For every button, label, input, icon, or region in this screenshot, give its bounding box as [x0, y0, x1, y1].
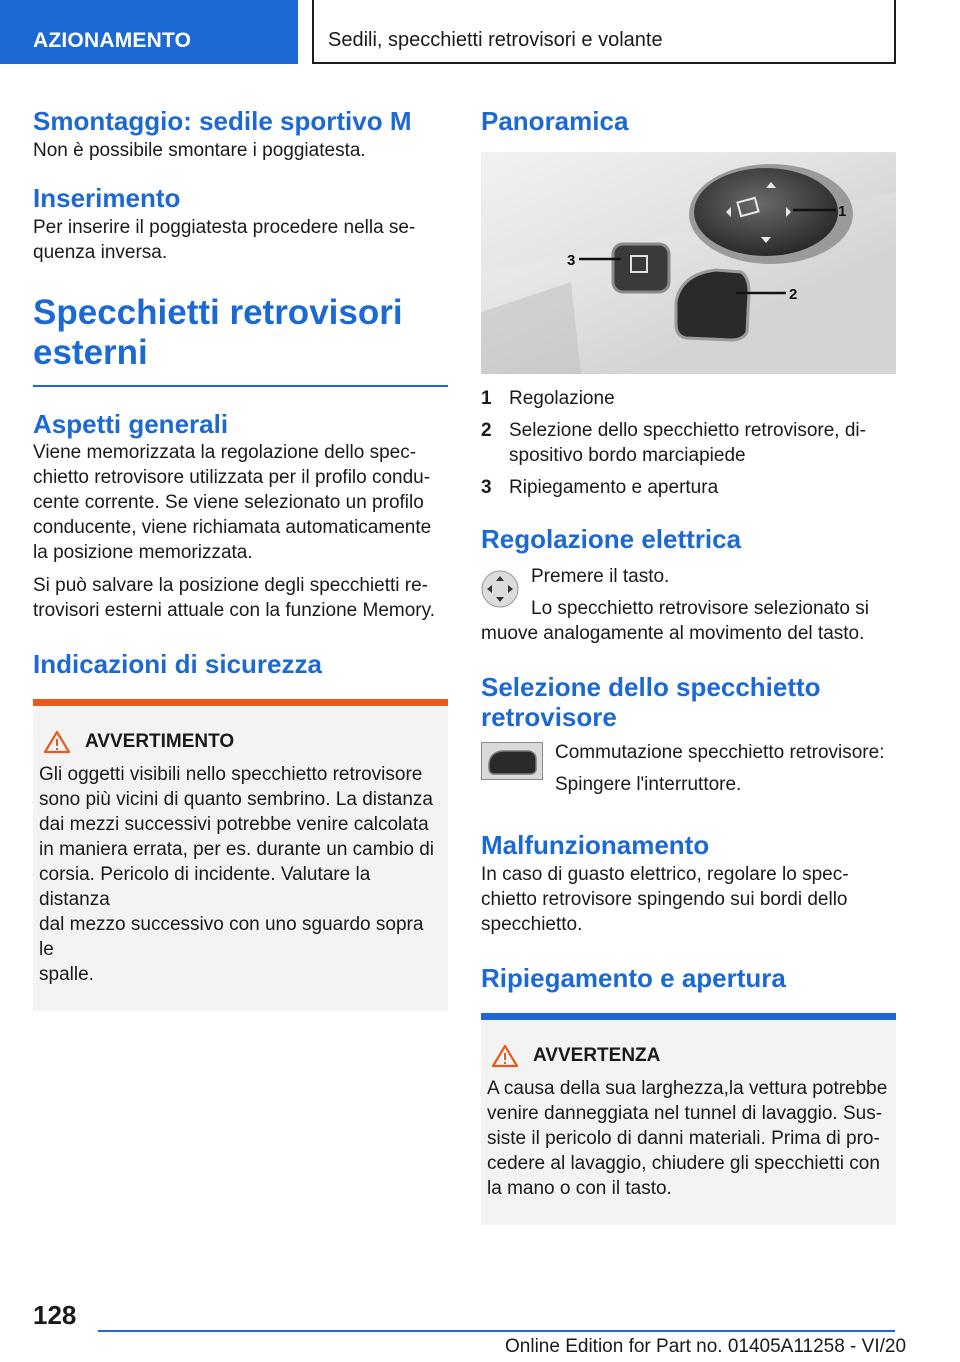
- heading-rule: [33, 385, 448, 387]
- text-line: trovisori esterni attuale con la funzione Memory.: [33, 600, 435, 621]
- text-line: dal mezzo successivo con uno sguardo sopra le: [39, 914, 424, 960]
- legend-number: 3: [481, 477, 492, 498]
- smontaggio-heading: Smontaggio: sedile sportivo M: [33, 106, 412, 136]
- text-line: cedere al lavaggio, chiudere gli specchietti con: [487, 1153, 880, 1174]
- smontaggio-text: Non è possibile smontare i poggiatesta.: [33, 140, 366, 161]
- text-line: la mano o con il tasto.: [487, 1178, 672, 1199]
- warning-label: AVVERTIMENTO: [85, 731, 235, 752]
- text-line: in maniera errata, per es. durante un cambio di: [39, 839, 434, 860]
- text-line: Viene memorizzata la regolazione dello spec‐: [33, 442, 417, 463]
- main-title-line: Specchietti retrovisori: [33, 293, 403, 332]
- mirror-switch-icon: [481, 742, 543, 780]
- warning-triangle-icon: [491, 1044, 519, 1068]
- text-line: Gli oggetti visibili nello specchietto retrovisore: [39, 764, 423, 785]
- callout-2: 2: [789, 286, 798, 303]
- legend-number: 2: [481, 420, 492, 441]
- text-line: sono più vicini di quanto sembrino. La distanza: [39, 789, 433, 810]
- warning-text: [39, 762, 442, 987]
- notice-title: [487, 1044, 890, 1068]
- aspetti-heading: Aspetti generali: [33, 409, 229, 439]
- selezione-line: Spingere l'interruttore.: [555, 774, 742, 795]
- inserimento-line: quenza inversa.: [33, 242, 168, 263]
- aspetti-paragraph-1: [33, 440, 448, 565]
- regolazione-line: muove analogamente al movimento del tasto.: [481, 623, 865, 644]
- warning-box: [33, 699, 448, 1011]
- legend-text: Ripiegamento e apertura: [509, 477, 719, 498]
- text-line: dai mezzi successivi potrebbe venire calcolata: [39, 814, 429, 835]
- inserimento-line: Per inserire il poggiatesta procedere nella se‐: [33, 217, 416, 238]
- section-tab: AZIONAMENTO: [0, 0, 298, 64]
- text-line: siste il pericolo di danni materiali. Prima di pro‐: [487, 1128, 880, 1149]
- warning-triangle-icon: [43, 730, 71, 754]
- text-line: cente corrente. Se viene selezionato un profilo: [33, 492, 424, 513]
- notice-box: [481, 1013, 896, 1225]
- regolazione-block: [481, 564, 896, 629]
- chapter-title: Sedili, specchietti retrovisori e volante: [312, 0, 896, 64]
- text-line: chietto retrovisore utilizzata per il profilo condu‐: [33, 467, 431, 488]
- selezione-heading: [481, 672, 896, 732]
- heading-line: Selezione dello specchietto: [481, 672, 821, 702]
- sicurezza-heading: Indicazioni di sicurezza: [33, 649, 322, 679]
- text-line: la posizione memorizzata.: [33, 542, 253, 563]
- page-number: 128: [33, 1300, 77, 1330]
- text-line: spalle.: [39, 964, 94, 985]
- text-line: Si può salvare la posizione degli specchietti re‐: [33, 575, 428, 596]
- selezione-block: [481, 740, 896, 810]
- text-line: In caso di guasto elettrico, regolare lo spec‐: [481, 864, 849, 885]
- text-line: corsia. Pericolo di incidente. Valutare la distanza: [39, 864, 371, 910]
- regolazione-line: Premere il tasto.: [531, 566, 670, 587]
- panoramica-heading: Panoramica: [481, 106, 629, 136]
- warning-title: [39, 730, 442, 754]
- text-line: Selezione dello specchietto retrovisore, di‐: [509, 420, 866, 441]
- legend-item: [481, 418, 896, 468]
- text-line: specchietto.: [481, 914, 583, 935]
- ripiegamento-heading: Ripiegamento e apertura: [481, 963, 786, 993]
- main-section-heading: [33, 293, 448, 373]
- mirror-controls-figure: [481, 152, 896, 374]
- edition-text: Online Edition for Part no. 01405A11258 - VI/20: [505, 1336, 907, 1357]
- text-line: conducente, viene richiamata automaticamente: [33, 517, 432, 538]
- text-line: venire danneggiata nel tunnel di lavaggio. Sus‐: [487, 1103, 883, 1124]
- text-line: spositivo bordo marciapiede: [509, 445, 746, 466]
- figure-legend: [481, 386, 896, 500]
- notice-label: AVVERTENZA: [533, 1045, 661, 1066]
- left-column: [33, 100, 448, 1011]
- regolazione-heading: Regolazione elettrica: [481, 524, 742, 554]
- legend-number: 1: [481, 388, 492, 409]
- four-way-button-icon: [481, 570, 519, 608]
- malfunzionamento-text: [481, 862, 896, 937]
- inserimento-heading: Inserimento: [33, 183, 181, 213]
- footer-rule: [98, 1330, 895, 1332]
- heading-line: retrovisore: [481, 702, 617, 732]
- aspetti-paragraph-2: [33, 573, 448, 623]
- selezione-line: Commutazione specchietto retrovisore:: [555, 742, 885, 763]
- inserimento-text: [33, 215, 448, 265]
- main-title-line: esterni: [33, 333, 148, 372]
- mirror-controls-illustration: [481, 152, 896, 374]
- legend-text: Regolazione: [509, 388, 615, 409]
- text-line: A causa della sua larghezza,la vettura potrebbe: [487, 1078, 888, 1099]
- right-column: [481, 100, 896, 1225]
- callout-1: 1: [838, 203, 847, 220]
- notice-text: [487, 1076, 890, 1201]
- legend-text: [509, 418, 866, 468]
- regolazione-line: Lo specchietto retrovisore selezionato si: [531, 598, 869, 619]
- legend-item: [481, 386, 896, 411]
- malfunzionamento-heading: Malfunzionamento: [481, 830, 710, 860]
- callout-3: 3: [567, 252, 576, 269]
- legend-item: [481, 475, 896, 500]
- text-line: chietto retrovisore spingendo sui bordi dello: [481, 889, 848, 910]
